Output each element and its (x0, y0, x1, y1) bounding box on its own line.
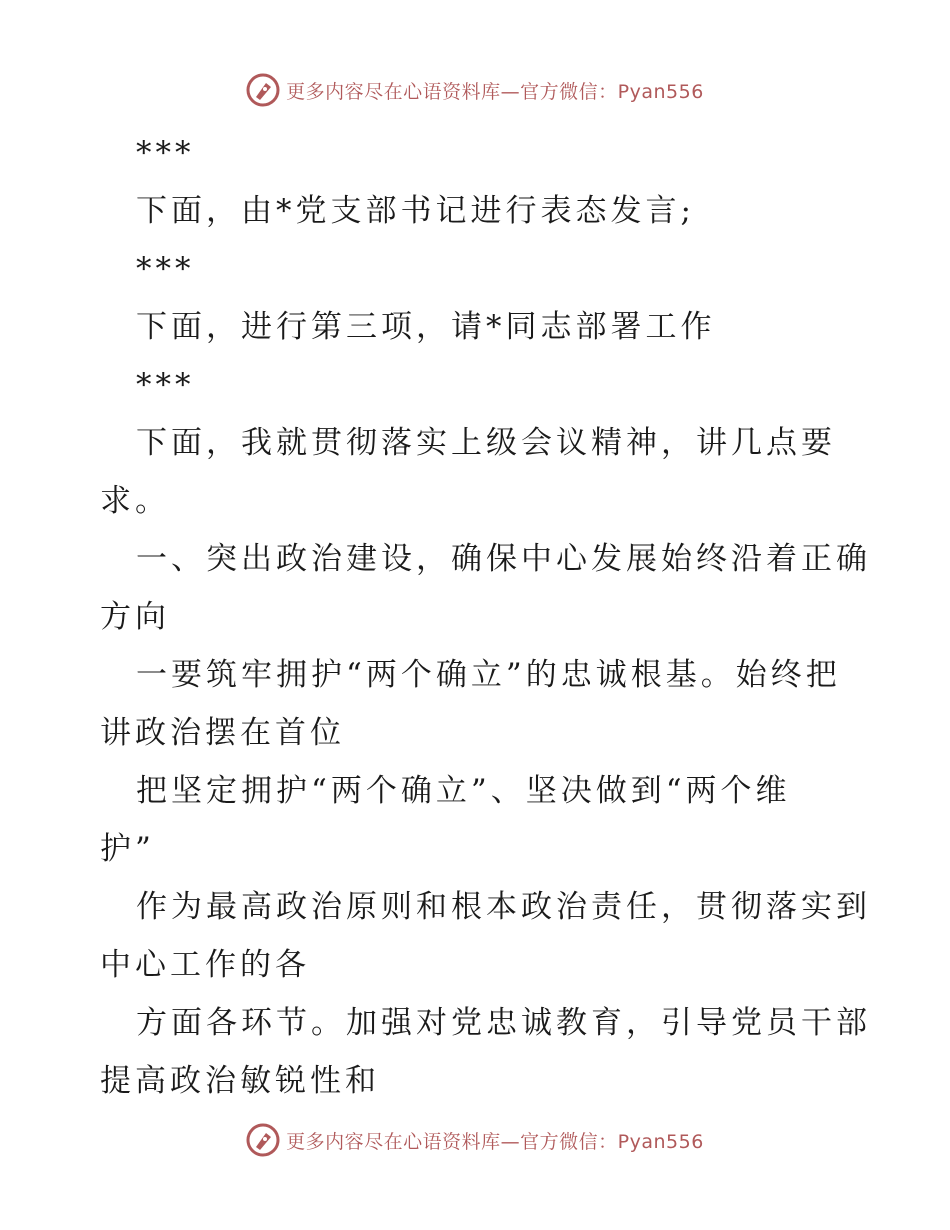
text-line: 把坚定拥护“两个确立”、坚决做到“两个维 (136, 773, 791, 809)
document-body (100, 124, 871, 1110)
section-heading: 一、突出政治建设，确保中心发展始终沿着正确 (136, 541, 871, 577)
text-line: 下面，我就贯彻落实上级会议精神，讲几点要 (136, 425, 836, 461)
text-line: 求。 (100, 483, 170, 519)
text-line: 方面各环节。加强对党忠诚教育，引导党员干部 (136, 1005, 871, 1041)
footer-watermark (0, 1120, 950, 1160)
text-line: *** (136, 251, 195, 287)
text-line: 一要筑牢拥护“两个确立”的忠诚根基。始终把 (136, 657, 841, 693)
text-line: 作为最高政治原则和根本政治责任，贯彻落实到 (136, 889, 871, 925)
text-line: 护” (100, 831, 155, 867)
text-line: *** (136, 367, 195, 403)
section-heading-continued: 方向 (100, 599, 170, 635)
text-line: 中心工作的各 (100, 947, 310, 983)
text-line: 讲政治摆在首位 (100, 715, 345, 751)
text-line: 下面，由*党支部书记进行表态发言; (136, 193, 695, 229)
pen-nib-logo-icon (246, 1123, 280, 1157)
watermark-text: 更多内容尽在心语资料库—官方微信：Pyan556 (286, 80, 704, 103)
text-line: 下面，进行第三项，请*同志部署工作 (136, 309, 716, 345)
text-line: 提高政治敏锐性和 (100, 1063, 380, 1099)
header-watermark (0, 70, 950, 110)
pen-nib-logo-icon (246, 73, 280, 107)
text-line: *** (136, 135, 195, 171)
watermark-text: 更多内容尽在心语资料库—官方微信：Pyan556 (286, 1130, 704, 1153)
